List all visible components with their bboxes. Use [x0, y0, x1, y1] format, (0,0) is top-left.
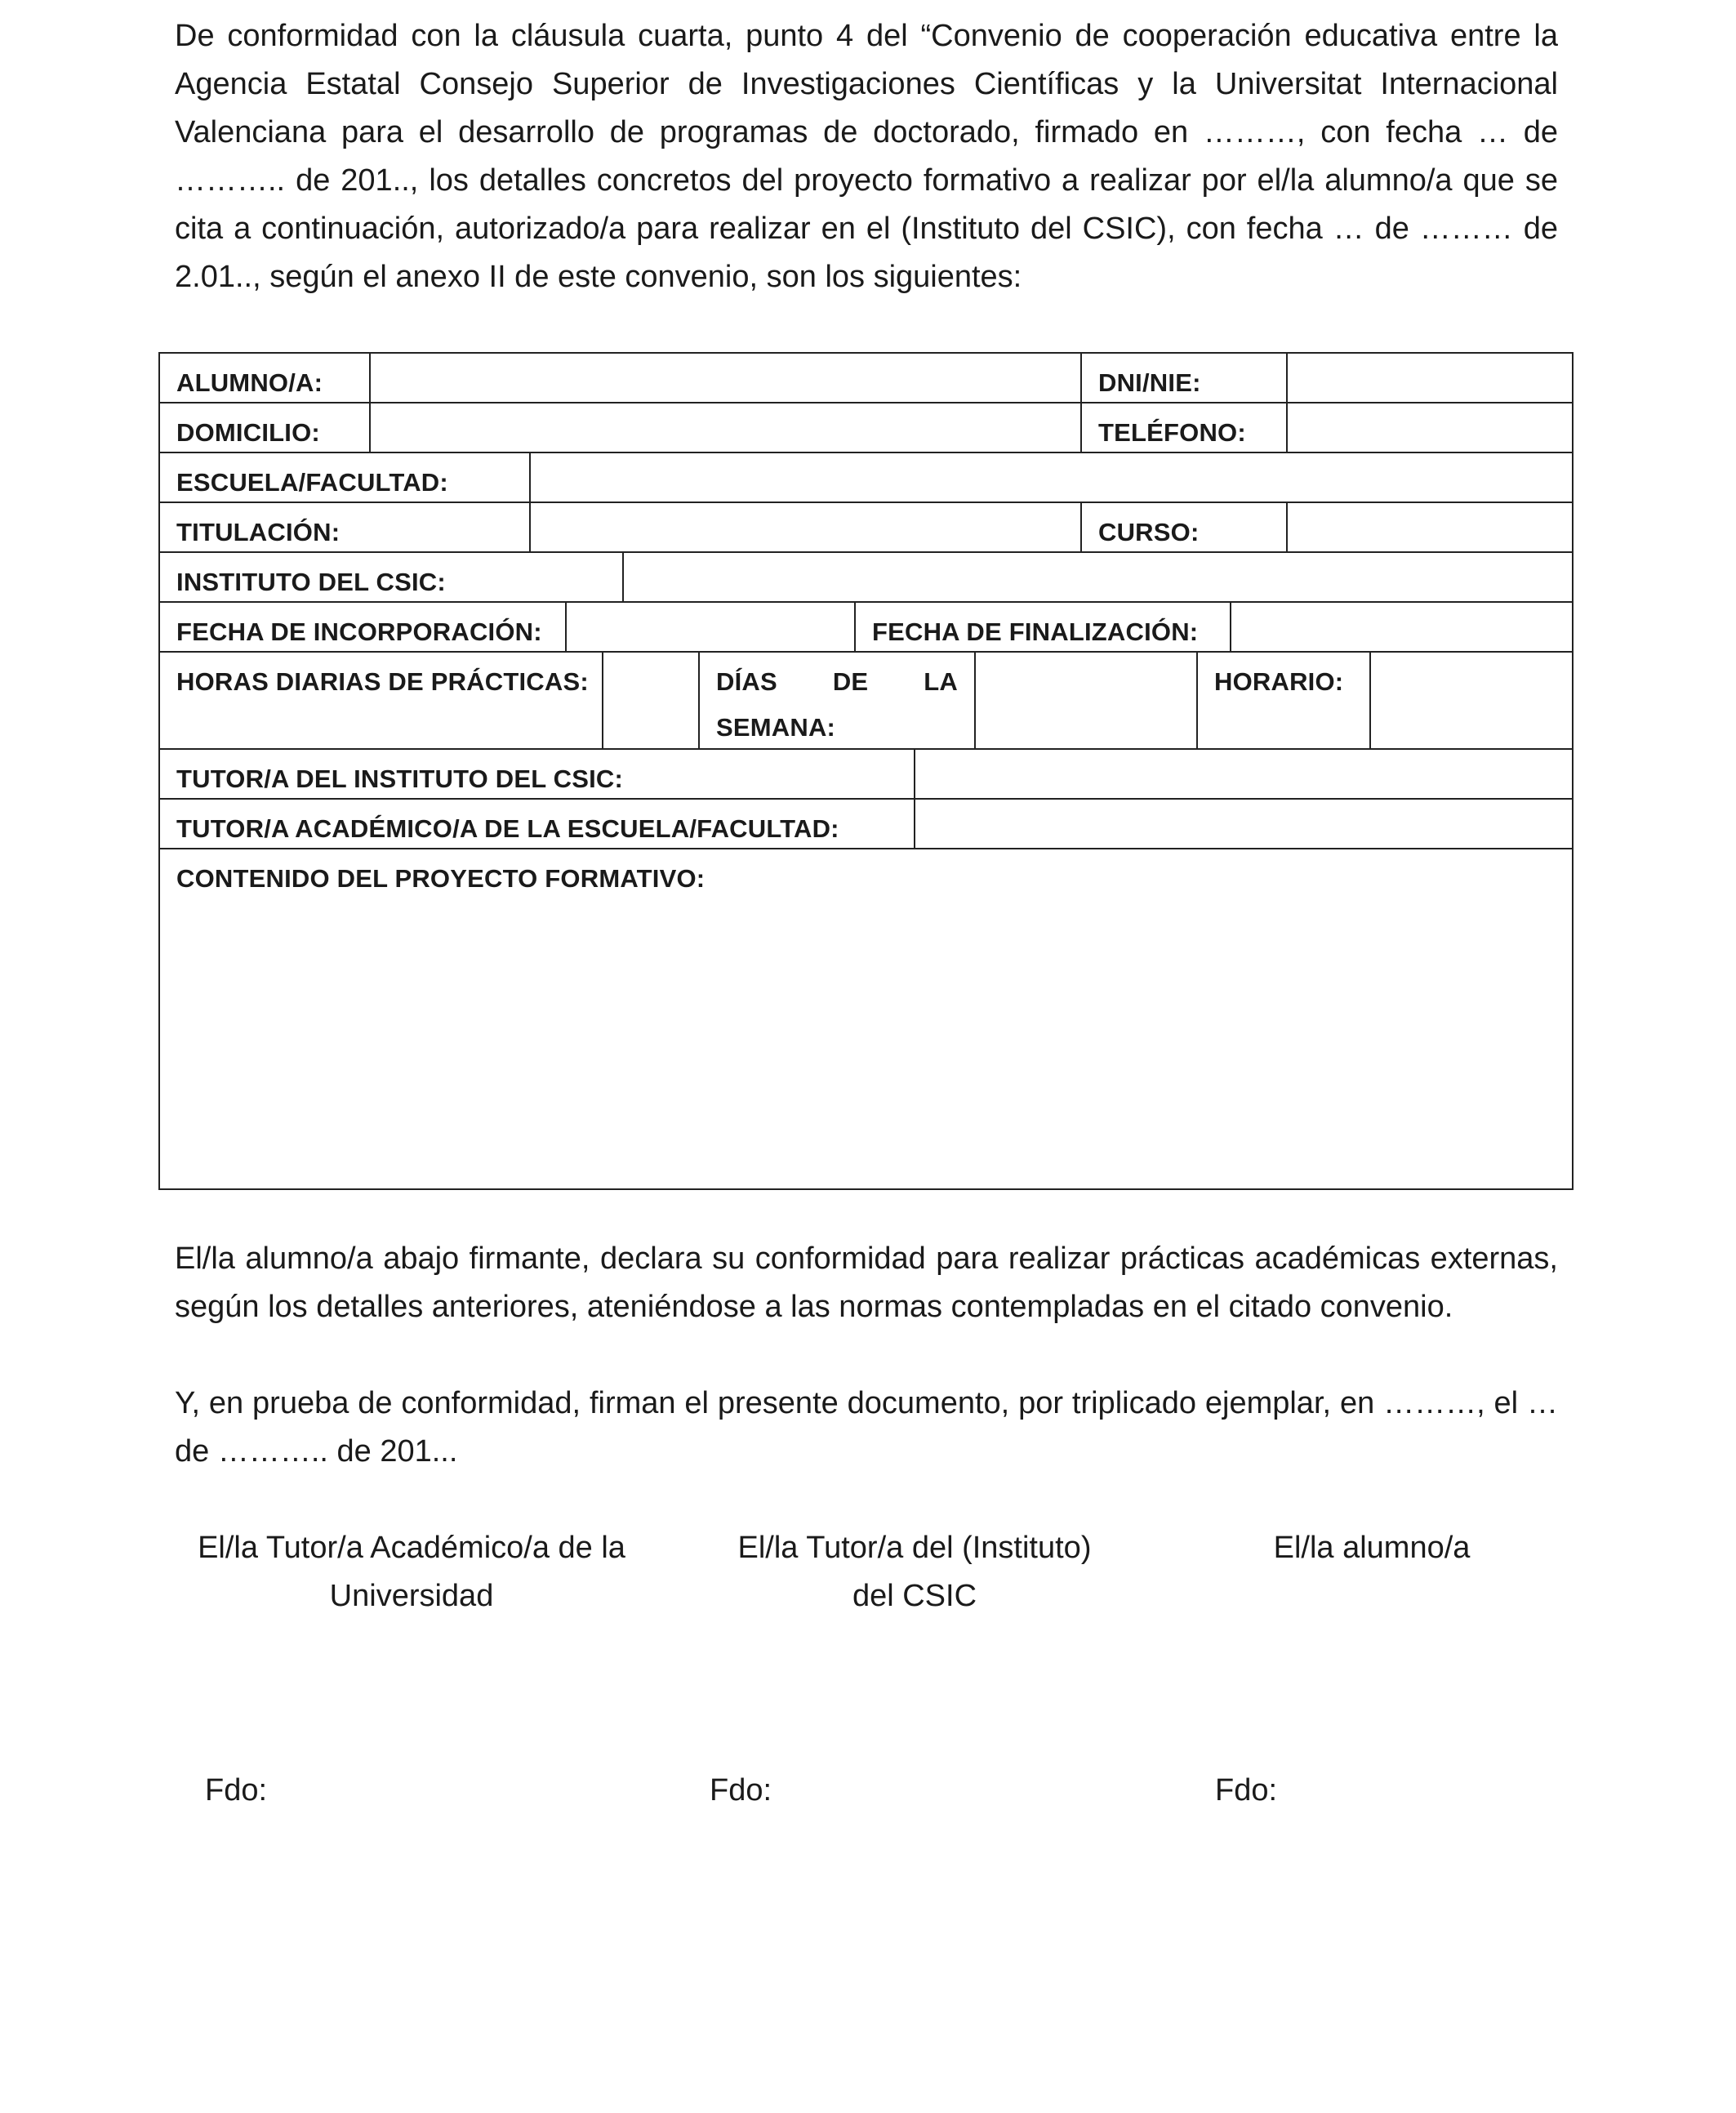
form-row-tutor-academico: [160, 800, 1572, 849]
dni-label: DNI/NIE:: [1098, 368, 1201, 397]
form-row-horas: [160, 653, 1572, 750]
fdo-academic: Fdo:: [205, 1773, 268, 1808]
form-row-domicilio: [160, 403, 1572, 453]
fecha-incorporacion-label: FECHA DE INCORPORACIÓN:: [176, 617, 542, 646]
escuela-label-cell: [160, 453, 531, 502]
signature-academic-tutor: [183, 1524, 640, 1620]
telefono-field[interactable]: [1288, 403, 1572, 452]
form-row-alumno: [160, 354, 1572, 403]
alumno-label: ALUMNO/A:: [176, 368, 323, 397]
instituto-label: INSTITUTO DEL CSIC:: [176, 568, 446, 596]
tutor-instituto-label-cell: [160, 750, 915, 798]
academic-title-line1: El/la Tutor/a Académico/a de la: [198, 1531, 625, 1565]
dias-word: DÍAS: [716, 667, 777, 696]
titulacion-label-cell: [160, 503, 531, 551]
instituto-label-cell: [160, 553, 624, 601]
institute-title-line1: El/la Tutor/a del (Instituto): [737, 1531, 1092, 1565]
tutor-academico-field[interactable]: [915, 800, 1572, 848]
declaration-paragraph: El/la alumno/a abajo firmante, declara su conformidad para realizar prácticas académicas externas, según los detalles anteriores, ateniéndose a las normas contempladas en el citado convenio.: [175, 1241, 1558, 1324]
tutor-instituto-field[interactable]: [915, 750, 1572, 798]
fecha-finalizacion-field[interactable]: [1231, 603, 1572, 651]
telefono-label: TELÉFONO:: [1098, 418, 1246, 447]
training-project-form: [158, 352, 1574, 1190]
contenido-label: CONTENIDO DEL PROYECTO FORMATIVO:: [176, 864, 706, 893]
domicilio-label-cell: [160, 403, 371, 452]
semana-word: SEMANA:: [716, 713, 836, 742]
telefono-label-cell: [1082, 403, 1288, 452]
curso-label-cell: [1082, 503, 1288, 551]
intro-paragraph: De conformidad con la cláusula cuarta, punto 4 del “Convenio de cooperación educativa entre la Agencia Estatal Consejo Superior de Investigaciones Científicas y la Universitat Internacional Valenciana para el desarrollo de programas de doctorado, firmado en ………, con fecha … de ……….. de 201.., los detalles concretos del proyecto formativo a realizar por el/la alumno/a que se cita a continuación, autorizado/a para realizar en el (Instituto del CSIC), con fecha … de ……… de 2.01.., según el anexo II de este convenio, son los siguientes:: [175, 19, 1558, 294]
horas-label: HORAS DIARIAS DE PRÁCTICAS:: [176, 667, 589, 696]
titulacion-field[interactable]: [531, 503, 1082, 551]
horas-label-cell: [160, 653, 603, 748]
fecha-finalizacion-label: FECHA DE FINALIZACIÓN:: [872, 617, 1199, 646]
form-row-instituto: [160, 553, 1572, 603]
fecha-incorporacion-label-cell: [160, 603, 567, 651]
alumno-field[interactable]: [371, 354, 1082, 402]
tutor-instituto-label: TUTOR/A DEL INSTITUTO DEL CSIC:: [176, 765, 624, 793]
form-row-titulacion: [160, 503, 1572, 553]
contenido-field[interactable]: [160, 849, 1572, 1188]
dias-label-cell: [700, 653, 976, 748]
form-row-tutor-instituto: [160, 750, 1572, 800]
domicilio-field[interactable]: [371, 403, 1082, 452]
tutor-academico-label-cell: [160, 800, 915, 848]
fecha-incorporacion-field[interactable]: [567, 603, 856, 651]
instituto-field[interactable]: [624, 553, 1572, 601]
la-word: LA: [924, 667, 958, 696]
curso-label: CURSO:: [1098, 518, 1200, 546]
academic-title-line2: Universidad: [329, 1579, 494, 1613]
horario-label: HORARIO:: [1214, 667, 1344, 696]
tutor-academico-label: TUTOR/A ACADÉMICO/A DE LA ESCUELA/FACULTAD:: [176, 814, 839, 843]
dias-label: [716, 659, 958, 751]
fdo-student: Fdo:: [1215, 1773, 1278, 1808]
signature-institute-tutor: [702, 1524, 1127, 1620]
horario-label-cell: [1198, 653, 1371, 748]
fdo-institute: Fdo:: [710, 1773, 772, 1808]
titulacion-label: TITULACIÓN:: [176, 518, 341, 546]
signature-student: [1209, 1524, 1535, 1572]
domicilio-label: DOMICILIO:: [176, 418, 320, 447]
proof-paragraph: Y, en prueba de conformidad, firman el presente documento, por triplicado ejemplar, en ………, el … de ……….. de 201...: [175, 1386, 1558, 1469]
curso-field[interactable]: [1288, 503, 1572, 551]
horario-field[interactable]: [1371, 653, 1572, 748]
dias-field[interactable]: [976, 653, 1198, 748]
dni-label-cell: [1082, 354, 1288, 402]
escuela-field[interactable]: [531, 453, 1572, 502]
horas-field[interactable]: [603, 653, 700, 748]
form-row-contenido: [160, 849, 1572, 1188]
student-title-line1: El/la alumno/a: [1273, 1531, 1471, 1565]
alumno-label-cell: [160, 354, 371, 402]
institute-title-line2: del CSIC: [852, 1579, 977, 1613]
dni-field[interactable]: [1288, 354, 1572, 402]
form-row-escuela: [160, 453, 1572, 503]
fecha-finalizacion-label-cell: [856, 603, 1231, 651]
escuela-label: ESCUELA/FACULTAD:: [176, 468, 448, 497]
de-word: DE: [832, 667, 869, 696]
form-row-fechas: [160, 603, 1572, 653]
